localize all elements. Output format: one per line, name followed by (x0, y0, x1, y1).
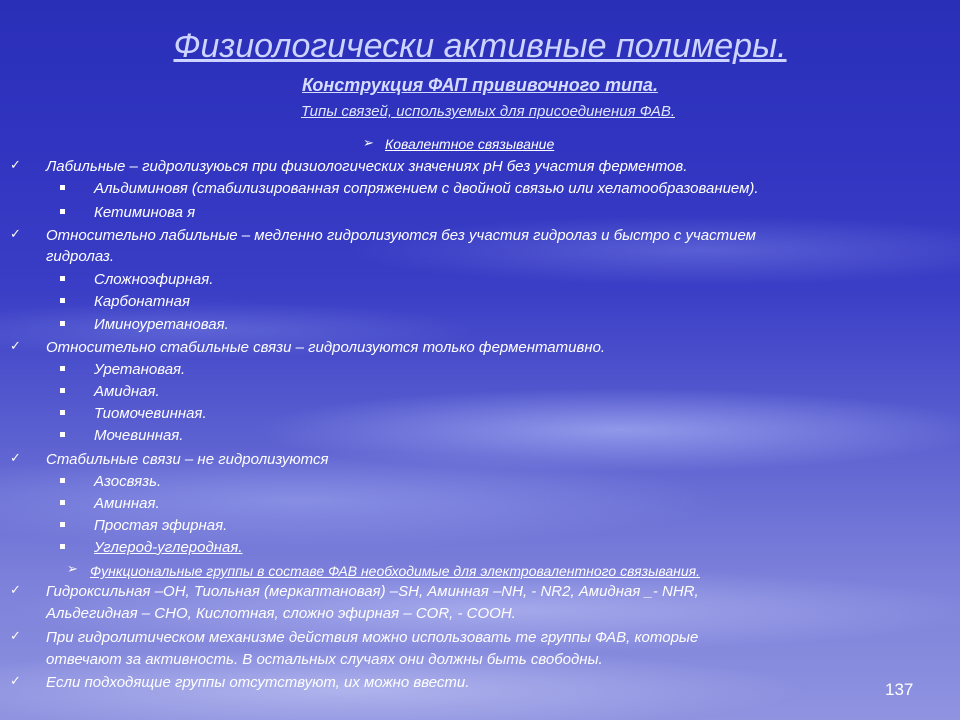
list-item-continued: гидролаз. (46, 248, 114, 265)
list-subitem: Уретановая. (94, 361, 186, 378)
square-bullet-icon (60, 432, 65, 437)
list-item: Стабильные связи – не гидролизуются (46, 451, 329, 468)
list-subitem: Мочевинная. (94, 427, 184, 444)
list-item: Относительно лабильные – медленно гидролизуются без участия гидролаз и быстро с участием (46, 227, 756, 244)
square-bullet-icon (60, 185, 65, 190)
section-heading: Функциональные группы в составе ФАВ необходимые для электровалентного связывания. (90, 563, 701, 579)
square-bullet-icon (60, 410, 65, 415)
list-subitem: Амидная. (94, 383, 160, 400)
list-subitem: Карбонатная (94, 293, 191, 310)
page-number: 137 (885, 680, 914, 699)
square-bullet-icon (60, 522, 65, 527)
list-subitem: Углерод-углеродная. (94, 539, 243, 556)
arrow-bullet-icon: ➢ (67, 561, 78, 576)
list-item: Если подходящие группы отсутствуют, их можно ввести. (46, 674, 470, 691)
square-bullet-icon (60, 544, 65, 549)
square-bullet-icon (60, 276, 65, 281)
list-item-continued: отвечают за активность. В остальных случаях они должны быть свободны. (46, 651, 603, 668)
square-bullet-icon (60, 298, 65, 303)
list-item: Лабильные – гидролизуюься при физиологических значениях pH без участия ферментов. (46, 158, 688, 175)
check-icon: ✓ (10, 157, 21, 172)
list-item: Гидроксильная –OH, Тиольная (меркаптановая) –SH, Аминная –NH, - NR2, Амидная _- NHR, (46, 583, 699, 600)
square-bullet-icon (60, 321, 65, 326)
check-icon: ✓ (10, 582, 21, 597)
square-bullet-icon (60, 366, 65, 371)
square-bullet-icon (60, 388, 65, 393)
section-heading: Ковалентное связывание (385, 136, 555, 152)
slide-subtitle: Конструкция ФАП прививочного типа. (302, 75, 658, 95)
list-item: При гидролитическом механизме действия можно использовать те группы ФАВ, которые (46, 629, 699, 646)
list-item-continued: Альдегидная – CHO, Кислотная, сложно эфирная – COR, - COOH. (46, 605, 516, 622)
check-icon: ✓ (10, 226, 21, 241)
check-icon: ✓ (10, 338, 21, 353)
list-item: Относительно стабильные связи – гидролизуются только ферментативно. (46, 339, 606, 356)
check-icon: ✓ (10, 673, 21, 688)
slide-title: Физиологически активные полимеры. (173, 27, 787, 65)
list-subitem: Кетиминова я (94, 204, 196, 221)
check-icon: ✓ (10, 450, 21, 465)
square-bullet-icon (60, 478, 65, 483)
list-subitem: Альдиминовя (стабилизированная сопряжением с двойной связью или хелатообразованием). (94, 180, 759, 197)
list-subitem: Тиомочевинная. (94, 405, 207, 422)
list-subitem: Сложноэфирная. (94, 271, 214, 288)
square-bullet-icon (60, 500, 65, 505)
check-icon: ✓ (10, 628, 21, 643)
arrow-bullet-icon: ➢ (363, 135, 374, 150)
list-subitem: Иминоуретановая. (94, 316, 229, 333)
square-bullet-icon (60, 209, 65, 214)
slide-subheading: Типы связей, используемых для присоединения ФАВ. (300, 103, 676, 120)
list-subitem: Простая эфирная. (94, 517, 228, 534)
list-subitem: Аминная. (94, 495, 160, 512)
list-subitem: Азосвязь. (94, 473, 162, 490)
